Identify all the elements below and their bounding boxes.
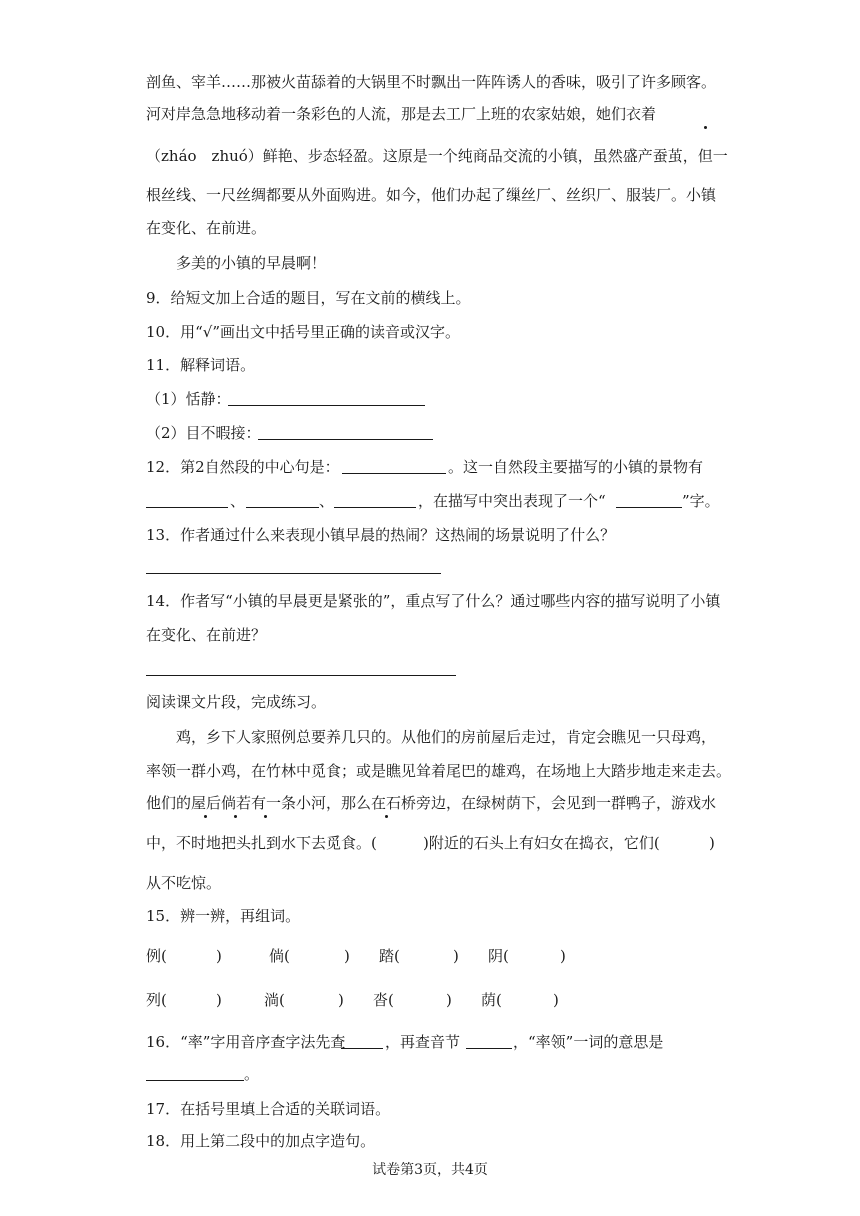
q15-paren[interactable]: )	[338, 991, 344, 1009]
q15-paren[interactable]: )	[553, 991, 559, 1009]
answer-blank-16-syllable[interactable]	[466, 1048, 512, 1049]
reading-line-5: 从不吃惊。	[146, 874, 222, 892]
answer-blank-11-2[interactable]	[258, 439, 433, 440]
question-12-text-d: ”字。	[682, 492, 720, 510]
reading-line-2: 率领一群小鸡，在竹林中觅食；或是瞧见耸着尾巴的雄鸡，在场地上大踏步地走来走去。	[146, 762, 732, 780]
question-16-text-b: ，再查音节	[385, 1033, 461, 1051]
question-12-text-b: 。这一自然段主要描写的小镇的景物有	[448, 458, 704, 476]
question-16-text-d: 。	[244, 1065, 260, 1083]
answer-line-13[interactable]	[146, 573, 441, 574]
passage-line-2: 河对岸急急地移动着一条彩色的人流，那是去工厂上班的农家姑娘，她们衣着	[146, 105, 657, 123]
page-footer: 试卷第3页，共4页	[372, 1162, 488, 1178]
q15-char: 踏(	[379, 947, 400, 965]
emphasis-dot	[385, 815, 388, 818]
question-10: 10．用“√”画出文中括号里正确的读音或汉字。	[146, 323, 460, 341]
question-11-1-label: （1）恬静：	[146, 390, 231, 408]
q15-char: 倘(	[269, 947, 290, 965]
question-11-2-label: （2）目不暇接：	[146, 424, 261, 442]
answer-blank-11-1[interactable]	[228, 405, 425, 406]
answer-line-14[interactable]	[146, 675, 456, 676]
question-13: 13．作者通过什么来表现小镇早晨的热闹？这热闹的场景说明了什么？	[146, 526, 616, 544]
reading-line-4b: )附近的石头上有妇女在捣衣，它们(	[423, 834, 660, 852]
emphasis-dot	[264, 815, 267, 818]
question-15: 15．辨一辨，再组词。	[146, 907, 301, 925]
answer-blank-16-letter[interactable]	[341, 1048, 383, 1049]
separator: 、	[319, 492, 335, 510]
q15-paren[interactable]: )	[216, 947, 222, 965]
question-18: 18．用上第二段中的加点字造句。	[146, 1132, 376, 1150]
answer-blank-12-word[interactable]	[616, 507, 682, 508]
question-17: 17．在括号里填上合适的关联词语。	[146, 1100, 391, 1118]
passage-line-4: 根丝线、一尺丝绸都要从外面购进。如今，他们办起了缫丝厂、丝织厂、服装厂。小镇	[146, 186, 717, 204]
passage-line-5: 在变化、在前进。	[146, 219, 267, 237]
reading-intro: 阅读课文片段，完成练习。	[146, 693, 327, 711]
q15-char: 荫(	[481, 991, 502, 1009]
separator: 、	[230, 492, 246, 510]
q15-paren[interactable]: )	[453, 947, 459, 965]
passage-line-1: 剖鱼、宰羊……那被火苗舔着的大锅里不时飘出一阵阵诱人的香味，吸引了许多顾客。	[146, 73, 717, 91]
question-16-text-a: 16．“率”字用音序查字法先查	[146, 1033, 346, 1051]
answer-blank-12-center[interactable]	[342, 473, 446, 474]
q15-char: 列(	[146, 991, 167, 1009]
q15-paren[interactable]: )	[344, 947, 350, 965]
emphasis-dot	[204, 815, 207, 818]
answer-blank-12-scene-2[interactable]	[246, 507, 319, 508]
question-12-text-c: ，在描写中突出表现了一个“	[418, 492, 606, 510]
answer-blank-16-meaning[interactable]	[146, 1080, 244, 1081]
emphasis-dot	[704, 126, 707, 129]
answer-blank-12-scene-3[interactable]	[334, 507, 416, 508]
q15-char: 沓(	[373, 991, 394, 1009]
question-14-line-1: 14．作者写“小镇的早晨更是紧张的”，重点写了什么？通过哪些内容的描写说明了小镇	[146, 592, 721, 610]
q15-char: 例(	[146, 947, 167, 965]
reading-line-1: 鸡，乡下人家照例总要养几只的。从他们的房前屋后走过，肯定会瞧见一只母鸡，	[176, 728, 717, 746]
passage-line-6: 多美的小镇的早晨啊！	[176, 254, 327, 272]
reading-line-4a: 中，不时地把头扎到水下去觅食。(	[146, 834, 377, 852]
q15-char: 淌(	[264, 991, 285, 1009]
q15-paren[interactable]: )	[216, 991, 222, 1009]
question-14-line-2: 在变化、在前进？	[146, 626, 267, 644]
question-16-text-c: ，“率领”一词的意思是	[513, 1033, 664, 1051]
q15-char: 阴(	[488, 947, 509, 965]
question-12-text-a: 12．第2自然段的中心句是：	[146, 458, 340, 476]
emphasis-dot	[234, 815, 237, 818]
q15-paren[interactable]: )	[560, 947, 566, 965]
passage-line-3: （zháo zhuó）鲜艳、步态轻盈。这原是一个纯商品交流的小镇，虽然盛产蚕茧，但一	[146, 147, 728, 165]
reading-line-3: 他们的屋后倘若有一条小河，那么在石桥旁边，在绿树荫下，会见到一群鸭子，游戏水	[146, 794, 717, 812]
question-9: 9．给短文加上合适的题目，写在文前的横线上。	[146, 289, 471, 307]
answer-blank-12-scene-1[interactable]	[146, 507, 228, 508]
q15-paren[interactable]: )	[446, 991, 452, 1009]
question-11: 11．解释词语。	[146, 356, 256, 374]
reading-line-4c: )	[709, 834, 715, 852]
